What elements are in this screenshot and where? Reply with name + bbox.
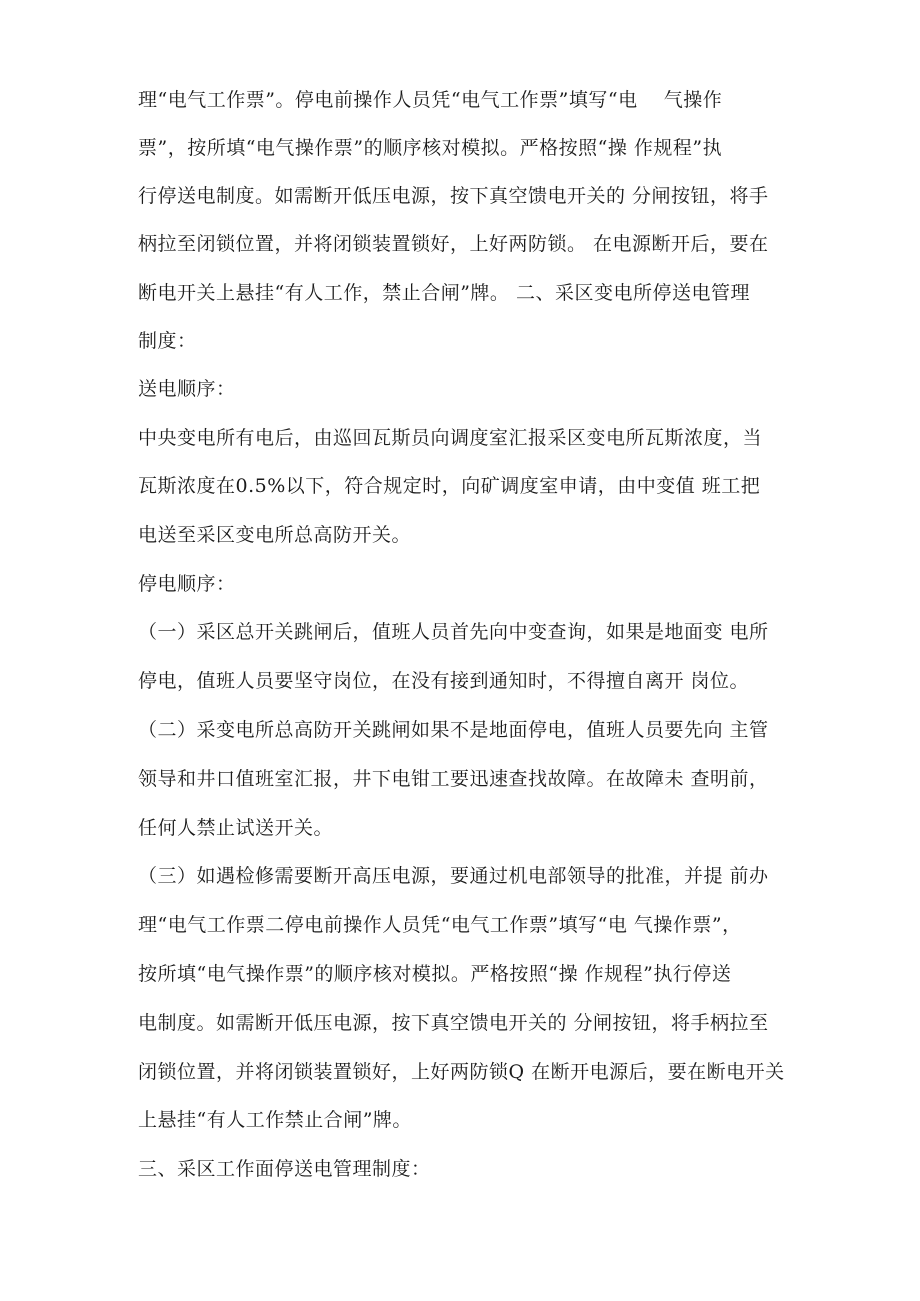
text-line: 票”，按所填“电气操作票”的顺序核对模拟。严格按照“操 作规程”执 (138, 137, 723, 159)
text-line: （二）采变电所总高防开关跳闸如果不是地面停电，值班人员要先向 主管 (138, 719, 769, 741)
text-line: 断电开关上悬挂“有人工作，禁止合闸”牌。 二、采区变电所停送电管理 (138, 282, 750, 304)
text-line: 瓦斯浓度在0.5%以下，符合规定时，向矿调度室申请，由中变值 班工把 (138, 475, 761, 497)
text-line: 制度： (138, 330, 197, 352)
text-line: 行停送电制度。如需断开低压电源，按下真空馈电开关的 分闸按钮，将手 (138, 185, 769, 207)
text-line: 上悬挂“有人工作禁止合闸”牌。 (138, 1109, 412, 1131)
text-line: 任何人禁止试送开关。 (138, 817, 334, 839)
text-line: 柄拉至闭锁位置，并将闭锁装置锁好，上好两防锁。 在电源断开后，要在 (138, 233, 769, 255)
section-label: 送电顺序： (138, 378, 236, 400)
text-line: （一）采区总开关跳闸后，值班人员首先向中变查询，如果是地面变 电所 (138, 621, 769, 643)
text-line: 领导和井口值班室汇报，井下电钳工要迅速查找故障。在故障未 查明前， (138, 768, 769, 790)
section-label: 停电顺序： (138, 573, 236, 595)
text-line: 停电，值班人员要坚守岗位，在没有接到通知时，不得擅自离开 岗位。 (138, 670, 750, 692)
text-line: 按所填“电气操作票”的顺序核对模拟。严格按照“操 作规程”执行停送 (138, 963, 732, 985)
text-line: 电送至采区变电所总高防开关。 (138, 524, 412, 546)
section-heading: 三、采区工作面停送电管理制度： (138, 1158, 431, 1180)
text-line: 理“电气工作票”。停电前操作人员凭“电气工作票”填写“电 气操作 (138, 89, 723, 111)
text-line: 理“电气工作票二停电前操作人员凭“电气工作票”填写“电 气操作票”， (138, 914, 742, 936)
text-line: （三）如遇检修需要断开高压电源，要通过机电部领导的批准，并提 前办 (138, 865, 769, 887)
text-line: 电制度。如需断开低压电源，按下真空馈电开关的 分闸按钮，将手柄拉至 (138, 1012, 769, 1034)
text-line: 闭锁位置，并将闭锁装置锁好，上好两防锁Q 在断开电源后，要在断电开关 (138, 1061, 785, 1083)
text-line: 中央变电所有电后，由巡回瓦斯员向调度室汇报采区变电所瓦斯浓度，当 (138, 427, 763, 449)
